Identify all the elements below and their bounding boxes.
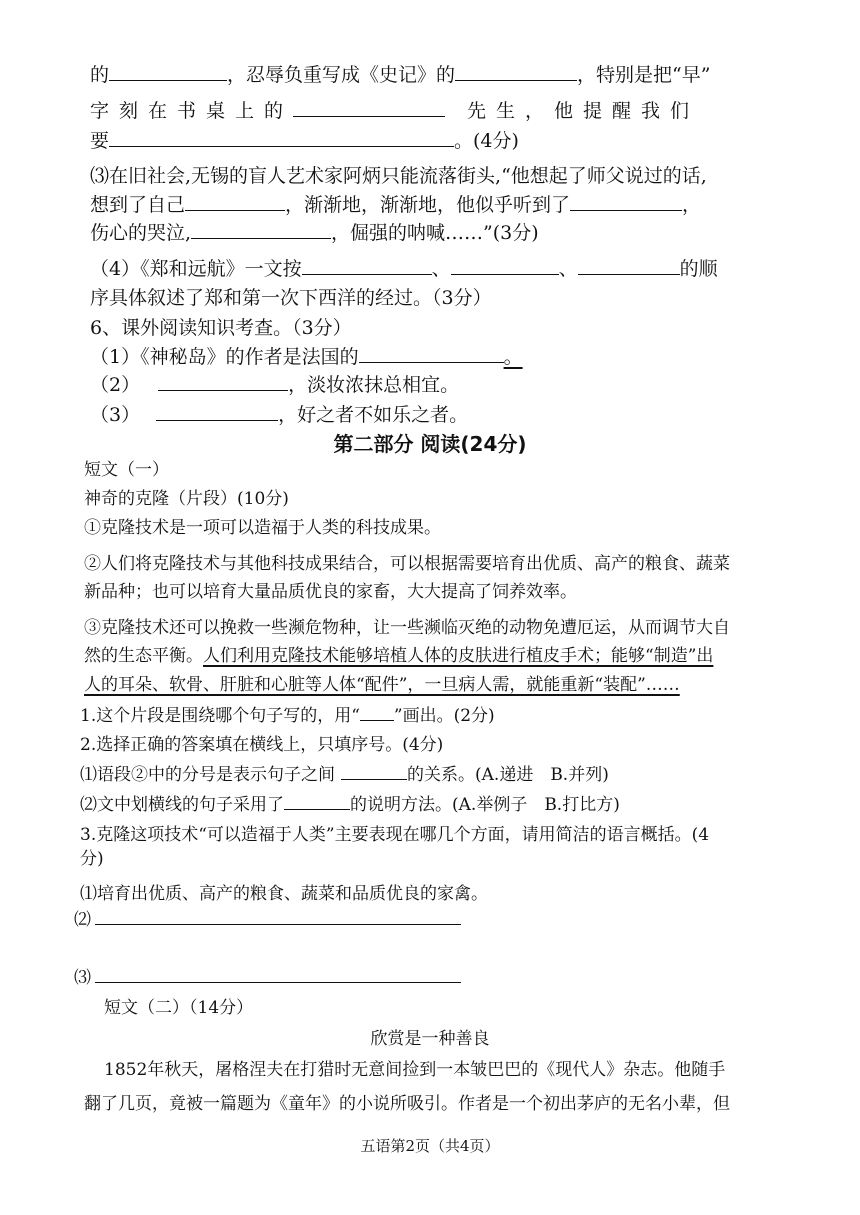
- fill-blank[interactable]: [293, 98, 445, 117]
- answer-line[interactable]: [95, 966, 461, 983]
- passage1-para3-line1: ③克隆技术还可以挽救一些濒危物种，让一些濒临灭绝的动物免遭厄运，从而调节大自: [84, 618, 730, 638]
- q6-item3: [90, 402, 468, 427]
- fill-blank[interactable]: [109, 62, 227, 81]
- q5-item4-line1: [90, 256, 718, 281]
- passage2-para1-line1: 1852年秋天，屠格涅夫在打猎时无意间捡到一本皱巴巴的《现代人》杂志。他随手: [104, 1060, 726, 1080]
- text: ，特别是把“早”: [577, 64, 711, 86]
- q5-item3-line3: [90, 220, 539, 245]
- text: 想到了自己: [90, 194, 186, 216]
- q6-item2: [90, 372, 459, 397]
- text: 然的生态平衡。: [84, 646, 203, 666]
- text: 的关系。(A.递进 B.并列): [407, 765, 609, 785]
- passage1-para3-line2: [84, 644, 713, 668]
- q6-item1: [90, 344, 523, 369]
- text: 先生，他提醒我们: [467, 100, 700, 122]
- fill-blank[interactable]: [359, 344, 504, 363]
- passage1-para2-line1: ②人们将克隆技术与其他科技成果结合，可以根据需要培育出优质、高产的粮食、蔬菜: [84, 554, 730, 574]
- text: 。: [503, 346, 523, 368]
- passage1-answer1: ⑴培育出优质、高产的粮食、蔬菜和品质优良的家禽。: [80, 884, 488, 904]
- answer-line[interactable]: [95, 908, 461, 925]
- text: 伤心的哭泣,: [90, 222, 192, 244]
- passage1-answer3: [74, 966, 461, 990]
- text: 的顺: [679, 258, 718, 280]
- underlined-sentence: 人们利用克隆技术能够培植人体的皮肤进行植皮手术；能够“制造”出: [203, 646, 714, 666]
- text: ⑶: [74, 968, 91, 988]
- text: 1.这个片段是围绕哪个句子写的，用“: [80, 706, 360, 726]
- passage1-label: 短文（一）: [84, 460, 169, 480]
- text: （4）《郑和远航》一文按: [90, 258, 302, 280]
- q5-item2-line3: [90, 128, 519, 153]
- text: （1）《神秘岛》的作者是法国的: [90, 346, 359, 368]
- fill-blank[interactable]: [109, 128, 454, 147]
- q5-item4-line2: 序具体叙述了郑和第一次下西洋的经过。（3分）: [90, 287, 492, 309]
- text: ，渐渐地，渐渐地，他似乎听到了: [285, 194, 571, 216]
- passage1-q3-line2: 分): [80, 849, 104, 869]
- fill-blank[interactable]: [185, 192, 285, 211]
- text: 要: [90, 130, 110, 152]
- passage1-q2-1: [80, 763, 609, 787]
- passage2-para1-line2: 翻了几页，竟被一篇题为《童年》的小说所吸引。作者是一个初出茅庐的无名小辈，但: [84, 1094, 730, 1114]
- fill-blank[interactable]: [156, 402, 278, 421]
- text: 、: [558, 258, 578, 280]
- underlined-sentence: 人的耳朵、软骨、肝脏和心脏等人体“配件”，一旦病人需，就能重新“装配”……: [84, 675, 680, 695]
- text: 、: [431, 258, 451, 280]
- fill-blank[interactable]: [455, 62, 577, 81]
- passage1-q2: 2.选择正确的答案填在横线上，只填序号。(4分): [80, 735, 444, 755]
- passage2-label: 短文（二）（14分）: [104, 998, 254, 1018]
- page-footer: 五语第2页（共4页）: [360, 1137, 500, 1155]
- text: ，忍辱负重写成《史记》的: [227, 64, 456, 86]
- passage1-q1: [80, 704, 495, 728]
- underline-sample: [360, 706, 394, 721]
- text: ，倔强的呐喊……”(3分): [331, 222, 539, 244]
- part-two-title: 第二部分 阅读(24分): [333, 432, 527, 456]
- fill-blank[interactable]: [284, 795, 350, 810]
- q6-heading: 6、课外阅读知识考查。（3分）: [90, 317, 352, 339]
- fill-blank[interactable]: [451, 256, 559, 275]
- fill-blank[interactable]: [578, 256, 680, 275]
- passage1-para2-line2: 新品种；也可以培育大量品质优良的家畜，大大提高了饲养效率。: [84, 582, 577, 602]
- text: ⑴语段②中的分号是表示句子之间: [80, 765, 335, 785]
- fill-blank[interactable]: [302, 256, 432, 275]
- passage1-para3-line3: [84, 673, 680, 697]
- text: （3）: [90, 404, 141, 426]
- text: ⑵文中划横线的句子采用了: [80, 795, 284, 815]
- q5-item3-line2: [90, 192, 701, 217]
- passage1-q2-2: [80, 793, 620, 817]
- passage1-title: 神奇的克隆（片段）(10分): [84, 489, 289, 509]
- text: 。(4分): [454, 130, 519, 152]
- fill-blank[interactable]: [570, 192, 682, 211]
- fill-blank[interactable]: [158, 372, 288, 391]
- q5-item2-line2: [90, 98, 699, 123]
- passage2-title: 欣赏是一种善良: [370, 1029, 490, 1049]
- text: 字刻在书桌上的: [90, 100, 294, 122]
- fill-blank[interactable]: [191, 220, 331, 239]
- text: （2）: [90, 374, 141, 396]
- fill-blank[interactable]: [341, 765, 407, 780]
- text: ，: [682, 194, 702, 216]
- q5-item3-line1: ⑶在旧社会,无锡的盲人艺术家阿炳只能流落街头,“他想起了师父说过的话,: [90, 165, 707, 187]
- passage1-q3-line1: 3.克隆这项技术“可以造福于人类”主要表现在哪几个方面，请用简洁的语言概括。(4: [80, 825, 710, 845]
- passage1-answer2: [74, 908, 461, 932]
- text: ”画出。(2分): [393, 706, 495, 726]
- text: ，好之者不如乐之者。: [278, 404, 469, 426]
- text: ，淡妆浓抹总相宜。: [288, 374, 460, 396]
- passage1-para1: ①克隆技术是一项可以造福于人类的科技成果。: [84, 518, 441, 538]
- text: 的: [90, 64, 110, 86]
- text: ⑵: [74, 910, 91, 930]
- text: 的说明方法。(A.举例子 B.打比方): [350, 795, 620, 815]
- q5-item2-line1: [90, 62, 710, 87]
